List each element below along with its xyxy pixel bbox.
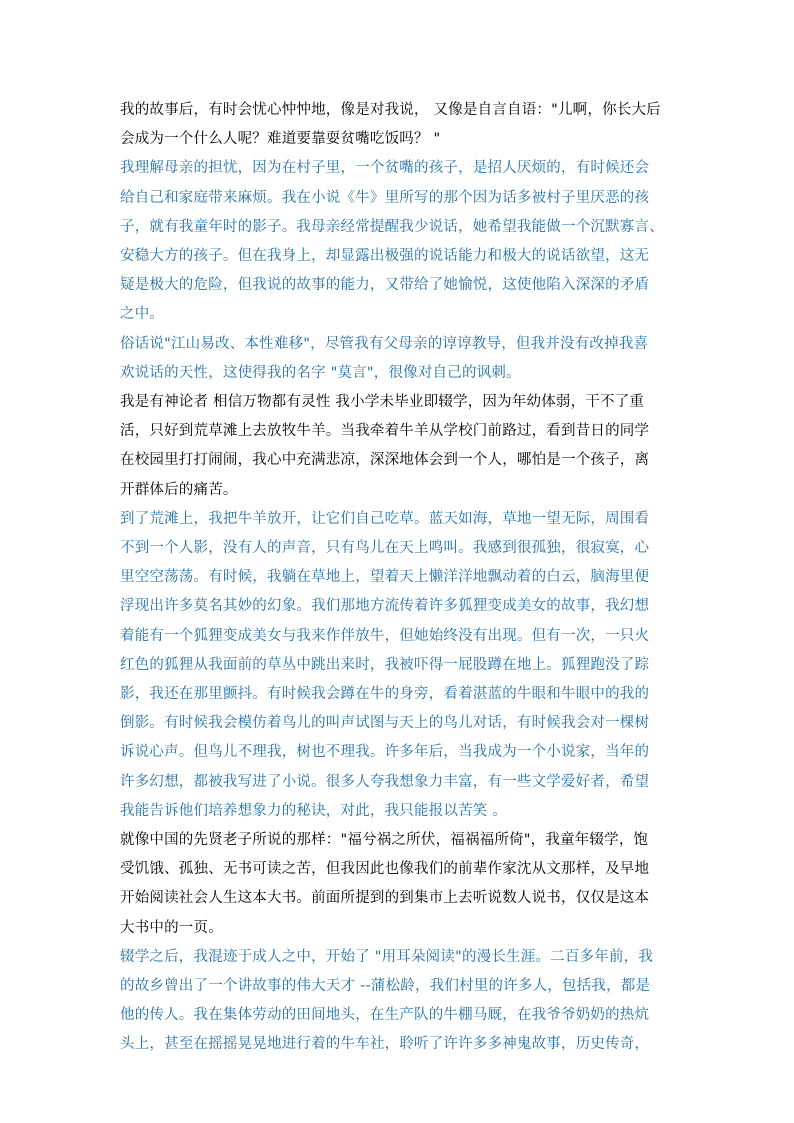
text-line: 俗话说"江山易改、本性难移"，尽管我有父母亲的谆谆教导，但我并没有改掉我喜 <box>120 335 649 352</box>
text-line: 开群体后的痛苦。 <box>120 481 238 498</box>
text-line: 他的传人。我在集体劳动的田间地头，在生产队的牛棚马厩，在我爷爷奶奶的热炕 <box>120 1007 650 1024</box>
text-line: 大书中的一页。 <box>120 919 223 936</box>
text-line: 红色的狐狸从我面前的草丛中跳出来时，我被吓得一屁股蹲在地上。狐狸跑没了踪 <box>120 656 650 673</box>
text-line: 我的故事后，有时会忧心忡忡地，像是对我说， 又像是自言自语："儿啊，你长大后 <box>120 102 661 118</box>
text-line: 诉说心声。但鸟儿不理我，树也不理我。许多年后，当我成为一个小说家，当年的 <box>120 744 650 761</box>
text-line: 影，我还在那里颤抖。有时候我会蹲在牛的身旁，看着湛蓝的牛眼和牛眼中的我的 <box>120 686 650 702</box>
text-line: 浮现出许多莫名其妙的幻象。我们那地方流传着许多狐狸变成美女的故事，我幻想 <box>120 598 650 615</box>
text-line: 受饥饿、孤独、无书可读之苦，但我因此也像我们的前辈作家沈从文那样，及早地 <box>120 861 650 878</box>
text-line: 的故乡曾出了一个讲故事的伟大天才 --蒲松龄，我们村里的许多人，包括我，都是 <box>120 978 651 994</box>
text-line: 会成为一个什么人呢？难道要靠耍贫嘴吃饭吗？ " <box>120 131 441 148</box>
text-line: 里空空荡荡。有时候，我躺在草地上，望着天上懒洋洋地飘动着的白云，脑海里便 <box>120 569 650 586</box>
text-line: 到了荒滩上，我把牛羊放开，让它们自己吃草。蓝天如海，草地一望无际，周围看 <box>120 510 650 527</box>
text-line: 着能有一个狐狸变成美女与我来作伴放牛，但她始终没有出现。但有一次，一只火 <box>120 627 650 644</box>
text-line: 疑是极大的危险，但我说的故事的能力，又带给了她愉悦，这使他陷入深深的矛盾 <box>120 277 650 294</box>
text-line: 我理解母亲的担忧，因为在村子里，一个贫嘴的孩子，是招人厌烦的，有时候还会 <box>120 160 650 177</box>
text-line: 头上，甚至在摇摇晃晃地进行着的牛车社，聆听了许许多多神鬼故事，历史传奇， <box>120 1036 650 1053</box>
text-line: 许多幻想，都被我写进了小说。很多人夸我想象力丰富，有一些文学爱好者，希望 <box>120 773 650 790</box>
text-line: 就像中国的先贤老子所说的那样："福兮祸之所伏，福祸福所倚"，我童年辍学，饱 <box>120 832 649 848</box>
text-line: 之中。 <box>120 306 165 323</box>
text-line: 活，只好到荒草滩上去放牧牛羊。当我牵着牛羊从学校门前路过，看到昔日的同学 <box>120 423 650 440</box>
text-line: 在校园里打打闹闹，我心中充满悲凉，深深地体会到一个人，哪怕是一个孩子，离 <box>120 452 650 469</box>
text-line: 我是有神论者 相信万物都有灵性 我小学未毕业即辍学，因为年幼体弱，干不了重 <box>120 394 645 410</box>
text-line: 不到一个人影，没有人的声音，只有鸟儿在天上鸣叫。我感到很孤独，很寂寞，心 <box>120 540 650 556</box>
text-line: 给自己和家庭带来麻烦。我在小说《牛》里所写的那个因为话多被村子里厌恶的孩 <box>120 189 650 206</box>
text-line: 开始阅读社会人生这本大书。前面所提到的到集市上去听说数人说书，仅仅是这本 <box>120 890 650 907</box>
text-line: 我能告诉他们培养想象力的秘诀，对此，我只能报以苦笑 。 <box>120 802 508 819</box>
text-line: 安稳大方的孩子。但在我身上，却显露出极强的说话能力和极大的说话欲望，这无 <box>120 248 650 264</box>
text-line: 倒影。有时候我会模仿着鸟儿的叫声试图与天上的鸟儿对话，有时候我会对一棵树 <box>120 715 650 732</box>
text-line: 欢说话的天性，这使得我的名字 "莫言"，很像对自己的讽刺。 <box>120 364 521 381</box>
text-line: 子，就有我童年时的影子。我母亲经常提醒我少说话，她希望我能做一个沉默寡言、 <box>120 218 664 235</box>
text-line: 辍学之后，我混迹于成人之中，开始了 "用耳朵阅读"的漫长生涯。二百多年前，我 <box>120 948 654 965</box>
